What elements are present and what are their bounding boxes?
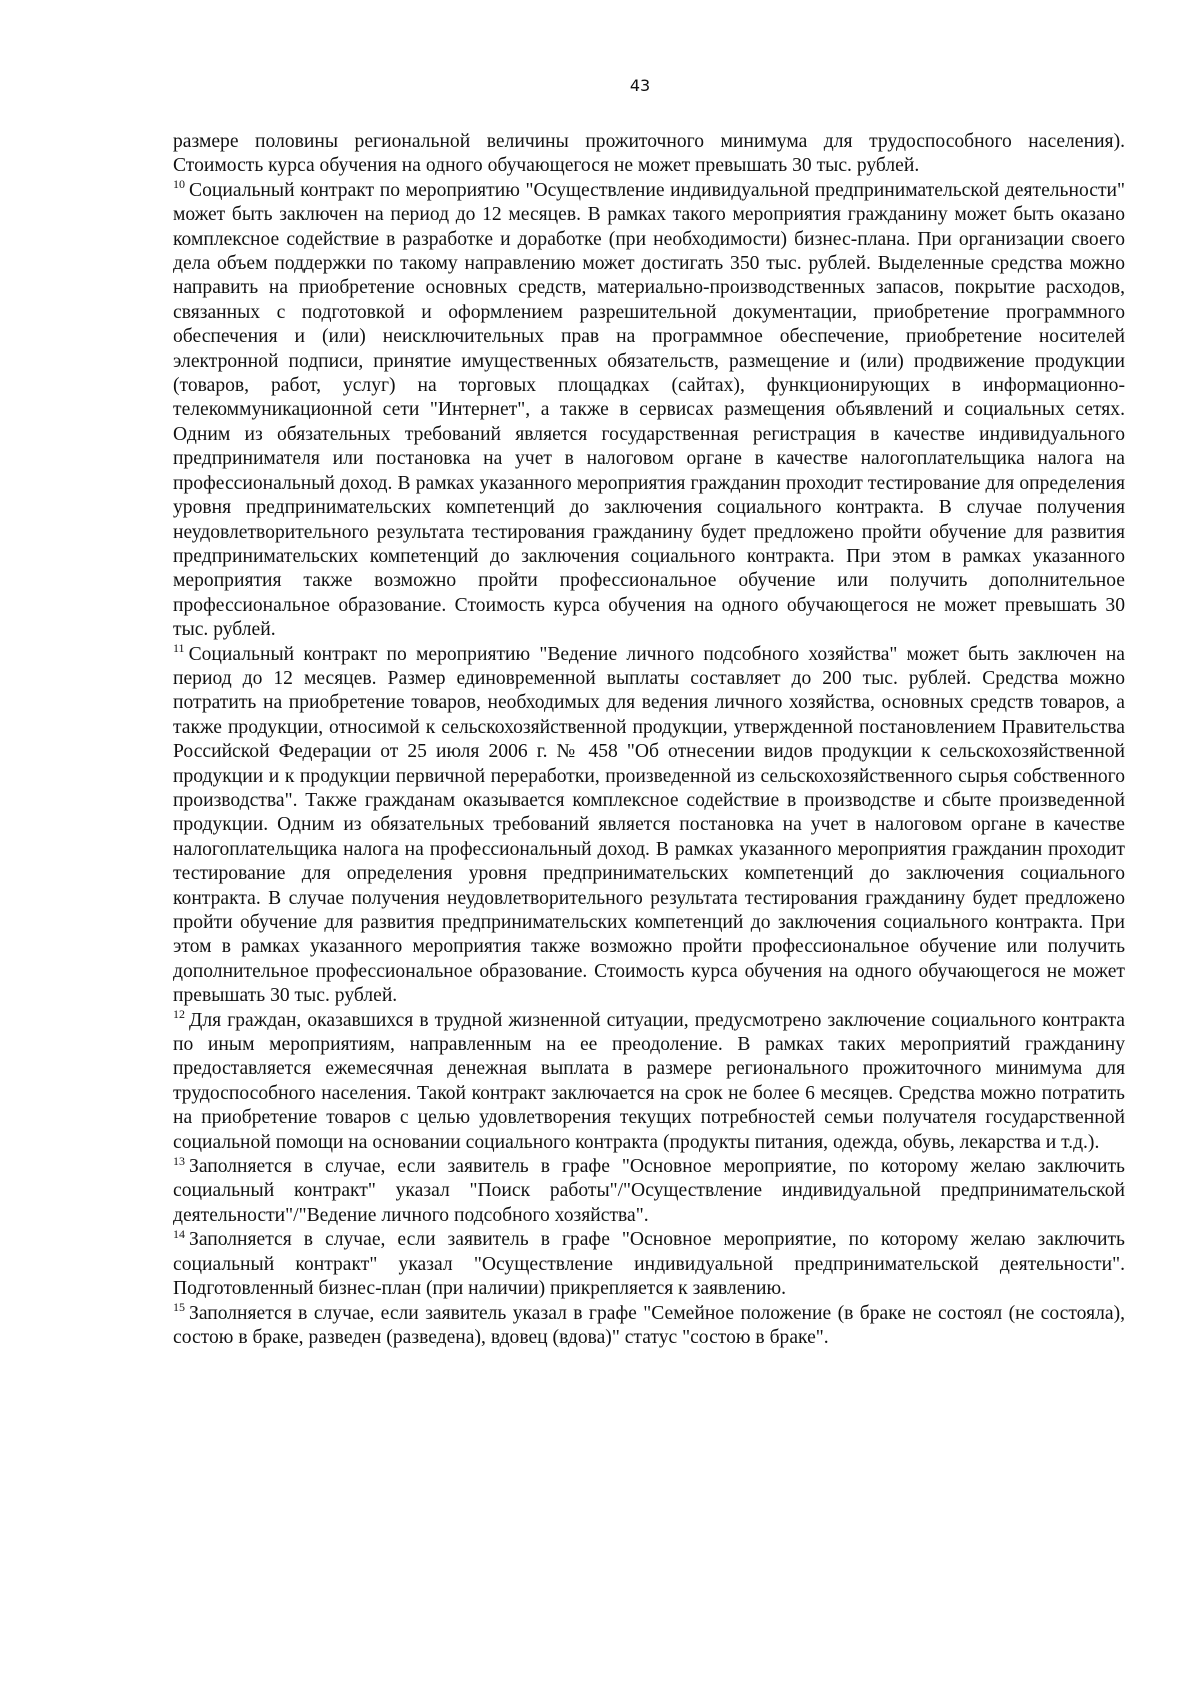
footnote-text: Заполняется в случае, если заявитель указал в графе "Семейное положение (в браке не состоял (не состояла), состою в браке, разведен (разведена), вдовец (вдова)" статус "состою в браке". [173,1302,1125,1348]
footnote-marker: 12 [173,1007,185,1022]
footnote-text: Заполняется в случае, если заявитель в графе "Основное мероприятие, по которому желаю заключить социальный контракт" указал "Осуществление индивидуальной предпринимательской деятельности". Подготовленный бизнес-план (при наличии) прикрепляется к заявлению. [173,1229,1125,1300]
footnote-10 [173,179,1125,643]
footnotes-body [173,130,1125,1350]
page-number: 43 [629,76,651,95]
footnote-text: Заполняется в случае, если заявитель в графе "Основное мероприятие, по которому желаю заключить социальный контракт" указал "Поиск работы"/"Осуществление индивидуальной предпринимательской деятельности"/"Ведение личного подсобного хозяйства". [173,1156,1125,1226]
footnote-text: Для граждан, оказавшихся в трудной жизненной ситуации, предусмотрено заключение социального контракта по иным мероприятиям, направленным на ее преодоление. В рамках таких мероприятий гражданину предоставляется ежемесячная денежная выплата в размере регионального прожиточного минимума для трудоспособного населения. Такой контракт заключается на срок не более 6 месяцев. Средства можно потратить на приобретение товаров с целью удовлетворения текущих потребностей семьи получателя государственной социальной помощи на основании социального контракта (продукты питания, одежда, обувь, лекарства и т.д.). [173,1009,1125,1153]
footnote-marker: 14 [173,1226,185,1241]
paragraph-text: размере половины региональной величины прожиточного минимума для трудоспособного населения). Стоимость курса обучения на одного обучающегося не может превышать 30 тыс. рублей. [173,131,1125,177]
footnote-13 [173,1155,1125,1228]
paragraph-continuation [173,130,1125,179]
footnote-marker: 13 [173,1153,185,1168]
footnote-text: Социальный контракт по мероприятию "Осуществление индивидуальной предпринимательской деятельности" может быть заключен на период до 12 месяцев. В рамках такого мероприятия гражданину может быть оказано комплексное содействие в разработке и доработке (при необходимости) бизнес-плана. При организации своего дела объем поддержки по такому направлению может достигать 350 тыс. рублей. Выделенные средства можно направить на приобретение основных средств, материально-производственных запасов, покрытие расходов, связанных с подготовкой и оформлением разрешительной документации, приобретение программного обеспечения и (или) неисключительных прав на программное обеспечение, приобретение носителей электронной подписи, принятие имущественных обязательств, размещение и (или) продвижение продукции (товаров, работ, услуг) на торговых площадках (сайтах), функционирующих в информационно-телекоммуникационной сети "Интернет", а также в сервисах размещения объявлений и социальных сетях. Одним из обязательных требований является государственная регистрация в качестве индивидуального предпринимателя или постановка на учет в налоговом органе в качестве налогоплательщика налога на профессиональный доход. В рамках указанного мероприятия гражданин проходит тестирование для определения уровня предпринимательских компетенций до заключения социального контракта. В случае получения неудовлетворительного результата тестирования гражданину будет предложено пройти обучение для развития предпринимательских компетенций до заключения социального контракта. При этом в рамках указанного мероприятия также возможно пройти профессиональное обучение или получить дополнительное профессиональное образование. Стоимость курса обучения на одного обучающегося не может превышать 30 тыс. рублей. [173,179,1125,641]
footnote-marker: 15 [173,1299,185,1314]
footnote-marker: 11 [173,641,185,655]
footnote-11 [173,643,1125,1009]
footnote-15 [173,1299,1125,1351]
footnote-text: Социальный контракт по мероприятию "Ведение личного подсобного хозяйства" может быть заключен на период до 12 месяцев. Размер единовременной выплаты составляет до 200 тыс. рублей. Средства можно потратить на приобретение товаров, необходимых для ведения личного хозяйства, основных средств товаров, а также продукции, относимой к сельскохозяйственной продукции, утвержденной постановлением Правительства Российской Федерации от 25 июля 2006 г. № 458 "Об отнесении видов продукции к сельскохозяйственной продукции и к продукции первичной переработки, произведенной из сельскохозяйственного сырья собственного производства". Также гражданам оказывается комплексное содействие в производстве и сбыте произведенной продукции. Одним из обязательных требований является постановка на учет в налоговом органе в качестве налогоплательщика налога на профессиональный доход. В рамках указанного мероприятия гражданин проходит тестирование для определения уровня предпринимательских компетенций до заключения социального контракта. В случае получения неудовлетворительного результата тестирования гражданину будет предложено пройти обучение для развития предпринимательских компетенций до заключения социального контракта. При этом в рамках указанного мероприятия также возможно пройти профессиональное обучение или получить дополнительное профессиональное образование. Стоимость курса обучения на одного обучающегося не может превышать 30 тыс. рублей. [173,643,1125,1007]
footnote-marker: 10 [173,177,185,192]
footnote-14 [173,1228,1125,1301]
footnote-12 [173,1009,1125,1155]
